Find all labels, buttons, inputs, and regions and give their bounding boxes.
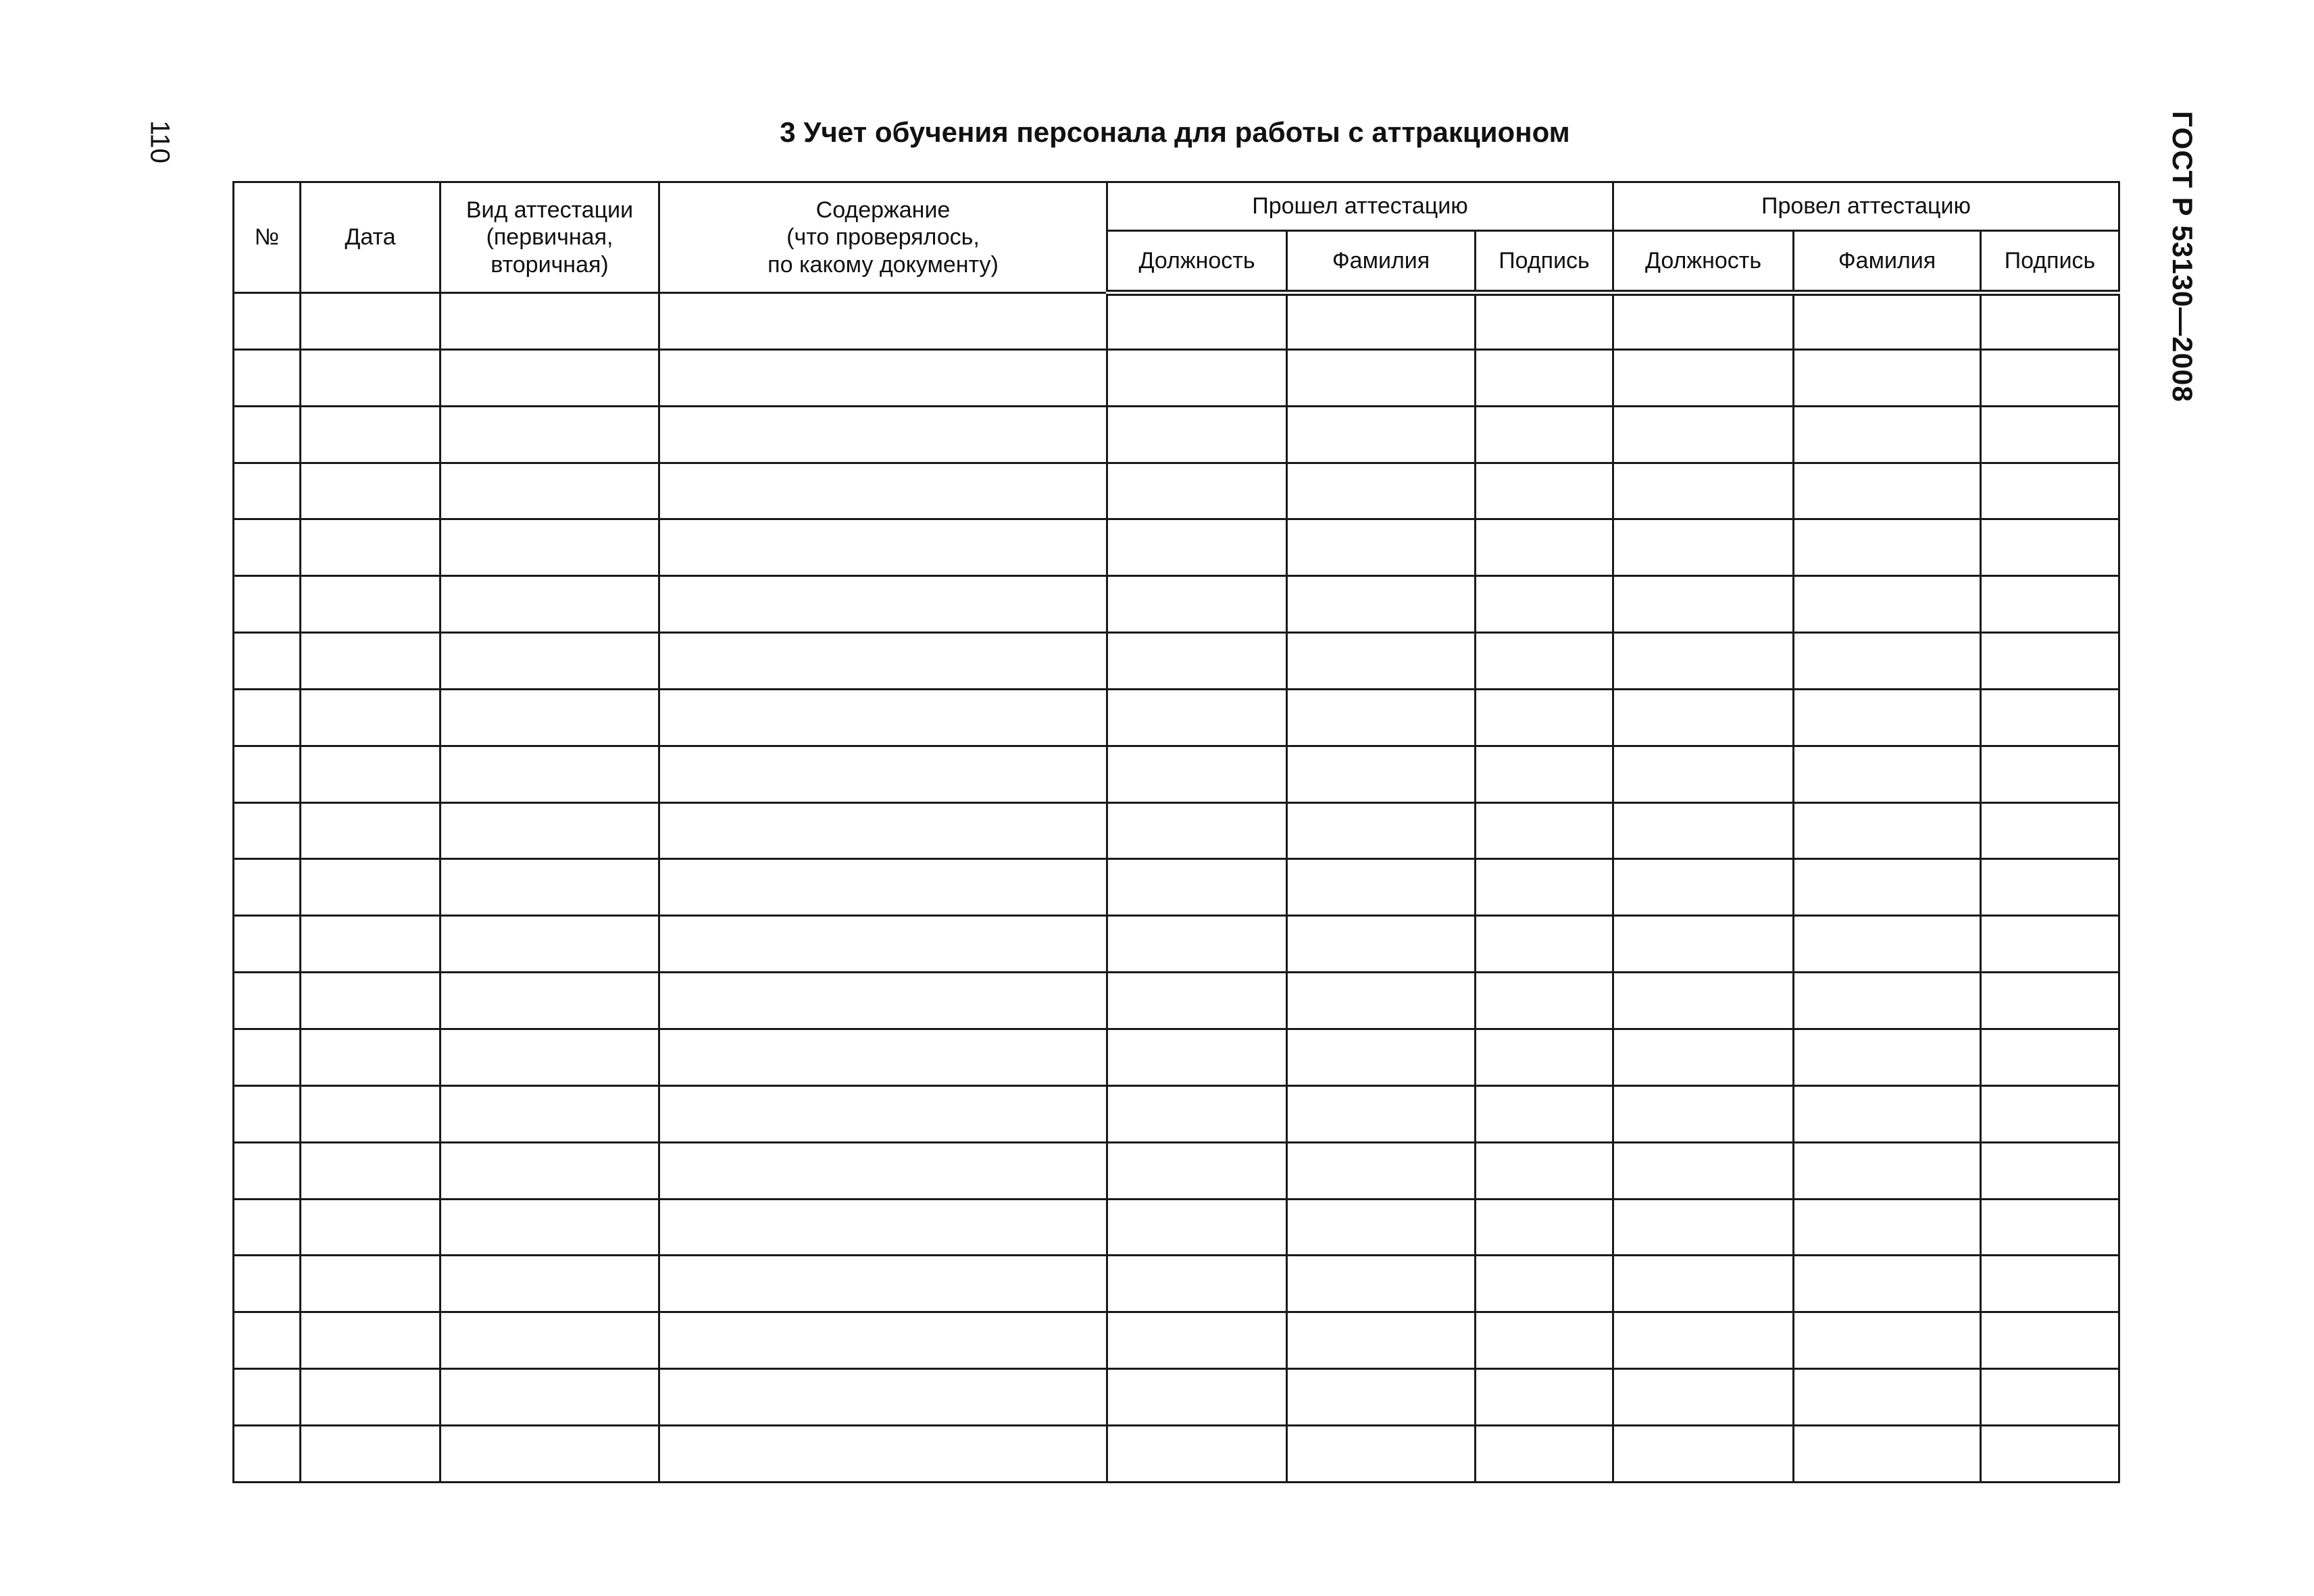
table-row <box>234 1199 2119 1256</box>
table-cell[interactable] <box>1981 519 2119 576</box>
table-cell[interactable] <box>1613 1256 1794 1312</box>
table-row <box>234 406 2119 463</box>
table-cell[interactable] <box>1794 1142 1981 1199</box>
table-row <box>234 1085 2119 1142</box>
table-cell[interactable] <box>234 973 301 1029</box>
table-cell[interactable] <box>441 916 659 973</box>
table-cell[interactable] <box>1107 576 1287 633</box>
table-cell[interactable] <box>1287 1029 1476 1085</box>
table-cell[interactable] <box>234 1425 301 1482</box>
table-cell[interactable] <box>1981 1199 2119 1256</box>
table-cell[interactable] <box>1981 576 2119 633</box>
table-cell[interactable] <box>659 349 1107 406</box>
table-cell[interactable] <box>301 973 441 1029</box>
attestation-type-line-2: (первичная, <box>486 224 613 251</box>
table-cell[interactable] <box>301 633 441 690</box>
table-cell[interactable] <box>1794 633 1981 690</box>
table-row <box>234 349 2119 406</box>
table-cell[interactable] <box>1981 349 2119 406</box>
table-cell[interactable] <box>1613 1312 1794 1369</box>
table-cell[interactable] <box>301 1199 441 1256</box>
table-cell[interactable] <box>659 293 1107 350</box>
table-cell[interactable] <box>234 1029 301 1085</box>
table-row <box>234 1369 2119 1426</box>
column-header-passed-position: Должность <box>1107 231 1287 293</box>
table-cell[interactable] <box>1794 1369 1981 1426</box>
table-cell[interactable] <box>1287 1085 1476 1142</box>
table-cell[interactable] <box>1476 519 1613 576</box>
table-cell[interactable] <box>1287 463 1476 519</box>
table-cell[interactable] <box>1476 576 1613 633</box>
table-cell[interactable] <box>1287 293 1476 350</box>
content-line-1: Содержание <box>815 197 951 224</box>
table-cell[interactable] <box>659 1425 1107 1482</box>
table-row <box>234 1142 2119 1199</box>
table-cell[interactable] <box>1107 859 1287 916</box>
content-line-2: (что проверялось, <box>786 224 980 251</box>
page-number: 110 <box>145 120 175 163</box>
table-row <box>234 1312 2119 1369</box>
table-cell[interactable] <box>301 859 441 916</box>
table-cell[interactable] <box>301 349 441 406</box>
table-cell[interactable] <box>441 973 659 1029</box>
table-cell[interactable] <box>441 802 659 859</box>
column-header-conducted-signature: Подпись <box>1981 231 2119 293</box>
table-cell[interactable] <box>1613 1199 1794 1256</box>
table-cell[interactable] <box>234 859 301 916</box>
table-cell[interactable] <box>659 973 1107 1029</box>
table-cell[interactable] <box>1476 973 1613 1029</box>
column-header-date: Дата <box>301 182 441 293</box>
table-cell[interactable] <box>1794 293 1981 350</box>
table-cell[interactable] <box>1287 916 1476 973</box>
table-cell[interactable] <box>1613 633 1794 690</box>
table-cell[interactable] <box>441 1142 659 1199</box>
table-cell[interactable] <box>1613 1142 1794 1199</box>
table-cell[interactable] <box>1476 859 1613 916</box>
table-cell[interactable] <box>1476 916 1613 973</box>
table-cell[interactable] <box>234 463 301 519</box>
table-cell[interactable] <box>1287 519 1476 576</box>
table-cell[interactable] <box>234 1142 301 1199</box>
table-cell[interactable] <box>1107 1425 1287 1482</box>
table-cell[interactable] <box>1794 802 1981 859</box>
attestation-type-line-1: Вид аттестации <box>466 197 634 224</box>
table-cell[interactable] <box>1476 463 1613 519</box>
table-cell[interactable] <box>1287 349 1476 406</box>
table-cell[interactable] <box>1613 1085 1794 1142</box>
table-cell[interactable] <box>441 1085 659 1142</box>
table-cell[interactable] <box>234 1256 301 1312</box>
table-cell[interactable] <box>659 463 1107 519</box>
table-cell[interactable] <box>1107 689 1287 746</box>
table-cell[interactable] <box>1794 689 1981 746</box>
table-cell[interactable] <box>1981 463 2119 519</box>
table-cell[interactable] <box>659 1312 1107 1369</box>
column-header-number: № <box>234 182 301 293</box>
table-cell[interactable] <box>234 349 301 406</box>
group-header-conducted: Провел аттестацию <box>1613 182 2119 231</box>
table-cell[interactable] <box>1287 746 1476 802</box>
table-row <box>234 1029 2119 1085</box>
training-record-table <box>232 181 2120 1483</box>
table-cell[interactable] <box>1287 973 1476 1029</box>
table-cell[interactable] <box>1794 1425 1981 1482</box>
table-cell[interactable] <box>659 916 1107 973</box>
table-cell[interactable] <box>234 1199 301 1256</box>
table-cell[interactable] <box>659 1142 1107 1199</box>
table-cell[interactable] <box>659 689 1107 746</box>
table-cell[interactable] <box>1794 576 1981 633</box>
table-cell[interactable] <box>234 406 301 463</box>
table-cell[interactable] <box>1287 1369 1476 1426</box>
table-row <box>234 802 2119 859</box>
table-cell[interactable] <box>1981 1425 2119 1482</box>
table-cell[interactable] <box>301 802 441 859</box>
table-cell[interactable] <box>301 576 441 633</box>
table-cell[interactable] <box>1476 349 1613 406</box>
table-cell[interactable] <box>441 633 659 690</box>
table-cell[interactable] <box>234 916 301 973</box>
table-cell[interactable] <box>1613 406 1794 463</box>
table-cell[interactable] <box>1107 802 1287 859</box>
table-cell[interactable] <box>1981 859 2119 916</box>
table-cell[interactable] <box>1476 406 1613 463</box>
table-row <box>234 1256 2119 1312</box>
table-cell[interactable] <box>1794 406 1981 463</box>
table-cell[interactable] <box>1476 689 1613 746</box>
table-cell[interactable] <box>659 1199 1107 1256</box>
table-cell[interactable] <box>659 519 1107 576</box>
table-cell[interactable] <box>1613 519 1794 576</box>
table-cell[interactable] <box>301 293 441 350</box>
table-cell[interactable] <box>234 293 301 350</box>
table-row <box>234 746 2119 802</box>
table-cell[interactable] <box>441 1029 659 1085</box>
table-row <box>234 1425 2119 1482</box>
table-row <box>234 689 2119 746</box>
table-cell[interactable] <box>1981 1085 2119 1142</box>
table-cell[interactable] <box>1981 1312 2119 1369</box>
table-cell[interactable] <box>1476 1085 1613 1142</box>
table-cell[interactable] <box>234 1369 301 1426</box>
table-cell[interactable] <box>1981 802 2119 859</box>
table-cell[interactable] <box>659 1085 1107 1142</box>
table-cell[interactable] <box>1794 859 1981 916</box>
table-cell[interactable] <box>1476 802 1613 859</box>
table-cell[interactable] <box>1613 802 1794 859</box>
table-cell[interactable] <box>1287 633 1476 690</box>
table-cell[interactable] <box>234 576 301 633</box>
table-cell[interactable] <box>1613 859 1794 916</box>
table-cell[interactable] <box>301 1029 441 1085</box>
table-row <box>234 576 2119 633</box>
table-cell[interactable] <box>1613 576 1794 633</box>
table-cell[interactable] <box>1794 973 1981 1029</box>
table-cell[interactable] <box>1794 349 1981 406</box>
table-row <box>234 293 2119 350</box>
column-header-content <box>659 182 1107 293</box>
table-cell[interactable] <box>1794 1085 1981 1142</box>
table-cell[interactable] <box>301 1369 441 1426</box>
table-cell[interactable] <box>301 689 441 746</box>
table-cell[interactable] <box>301 916 441 973</box>
table-cell[interactable] <box>1476 293 1613 350</box>
table-cell[interactable] <box>1287 689 1476 746</box>
table-cell[interactable] <box>1981 1369 2119 1426</box>
standard-code: ГОСТ Р 53130—2008 <box>2167 111 2198 403</box>
table-cell[interactable] <box>1107 1029 1287 1085</box>
table-row <box>234 463 2119 519</box>
table-cell[interactable] <box>1794 463 1981 519</box>
table-row <box>234 973 2119 1029</box>
table-cell[interactable] <box>1613 1029 1794 1085</box>
table-cell[interactable] <box>1794 519 1981 576</box>
table-cell[interactable] <box>441 746 659 802</box>
table-cell[interactable] <box>1981 633 2119 690</box>
table-cell[interactable] <box>1476 1199 1613 1256</box>
table-cell[interactable] <box>1107 406 1287 463</box>
table-cell[interactable] <box>1794 746 1981 802</box>
table-cell[interactable] <box>1794 1029 1981 1085</box>
table-cell[interactable] <box>1107 293 1287 350</box>
table-row <box>234 519 2119 576</box>
table-cell[interactable] <box>1613 689 1794 746</box>
table-cell[interactable] <box>1613 349 1794 406</box>
table-cell[interactable] <box>1107 463 1287 519</box>
table-cell[interactable] <box>1613 293 1794 350</box>
column-header-passed-signature: Подпись <box>1476 231 1613 293</box>
table-cell[interactable] <box>1107 746 1287 802</box>
table-cell[interactable] <box>1794 916 1981 973</box>
table-cell[interactable] <box>441 1369 659 1426</box>
table-cell[interactable] <box>441 1425 659 1482</box>
table-cell[interactable] <box>1287 859 1476 916</box>
table-cell[interactable] <box>301 1142 441 1199</box>
table-cell[interactable] <box>234 633 301 690</box>
table-cell[interactable] <box>1107 1256 1287 1312</box>
table-cell[interactable] <box>1981 973 2119 1029</box>
table-cell[interactable] <box>659 859 1107 916</box>
table-cell[interactable] <box>659 802 1107 859</box>
table-cell[interactable] <box>659 406 1107 463</box>
table-cell[interactable] <box>301 1256 441 1312</box>
table-cell[interactable] <box>1794 1256 1981 1312</box>
table-cell[interactable] <box>1107 1312 1287 1369</box>
table-cell[interactable] <box>1476 746 1613 802</box>
table-cell[interactable] <box>441 859 659 916</box>
table-row <box>234 859 2119 916</box>
table-cell[interactable] <box>234 1085 301 1142</box>
table-cell[interactable] <box>1476 1425 1613 1482</box>
column-header-conducted-position: Должность <box>1613 231 1794 293</box>
table-cell[interactable] <box>1981 1142 2119 1199</box>
table-cell[interactable] <box>1107 349 1287 406</box>
table-cell[interactable] <box>1476 1029 1613 1085</box>
table-cell[interactable] <box>659 633 1107 690</box>
document-title: 3 Учет обучения персонала для работы с аттракционом <box>780 116 1570 148</box>
table-cell[interactable] <box>234 802 301 859</box>
table-cell[interactable] <box>659 576 1107 633</box>
table-cell[interactable] <box>441 1199 659 1256</box>
table-cell[interactable] <box>301 463 441 519</box>
table-cell[interactable] <box>1613 463 1794 519</box>
table-cell[interactable] <box>1287 406 1476 463</box>
column-header-passed-surname: Фамилия <box>1287 231 1476 293</box>
table-cell[interactable] <box>1476 1256 1613 1312</box>
table-cell[interactable] <box>1981 746 2119 802</box>
table-cell[interactable] <box>1981 293 2119 350</box>
table-cell[interactable] <box>1794 1199 1981 1256</box>
table-cell[interactable] <box>234 689 301 746</box>
table-cell[interactable] <box>234 519 301 576</box>
table-cell[interactable] <box>1981 916 2119 973</box>
table-cell[interactable] <box>1287 1425 1476 1482</box>
table-cell[interactable] <box>234 1312 301 1369</box>
table-cell[interactable] <box>1107 916 1287 973</box>
table-cell[interactable] <box>1107 1085 1287 1142</box>
table-cell[interactable] <box>1613 1425 1794 1482</box>
content-line-3: по какому документу) <box>768 251 999 278</box>
table-cell[interactable] <box>441 576 659 633</box>
table-cell[interactable] <box>301 1085 441 1142</box>
table-cell[interactable] <box>1287 1142 1476 1199</box>
table-cell[interactable] <box>659 1256 1107 1312</box>
table-cell[interactable] <box>659 746 1107 802</box>
table-cell[interactable] <box>1981 689 2119 746</box>
table-cell[interactable] <box>659 1369 1107 1426</box>
table-cell[interactable] <box>1107 1142 1287 1199</box>
table-cell[interactable] <box>1287 576 1476 633</box>
table-cell[interactable] <box>1613 973 1794 1029</box>
table-cell[interactable] <box>441 406 659 463</box>
table-cell[interactable] <box>441 1312 659 1369</box>
table-cell[interactable] <box>1613 1369 1794 1426</box>
table-cell[interactable] <box>1107 1199 1287 1256</box>
table-cell[interactable] <box>1613 916 1794 973</box>
table-cell[interactable] <box>1107 519 1287 576</box>
table-body <box>234 293 2119 1483</box>
table-cell[interactable] <box>301 1312 441 1369</box>
table-cell[interactable] <box>1476 1312 1613 1369</box>
table-cell[interactable] <box>1981 1029 2119 1085</box>
table-cell[interactable] <box>234 746 301 802</box>
column-header-attestation-type <box>441 182 659 293</box>
attestation-type-line-3: вторичная) <box>491 251 609 278</box>
group-header-passed: Прошел аттестацию <box>1107 182 1613 231</box>
table-cell[interactable] <box>441 463 659 519</box>
table-cell[interactable] <box>1287 1312 1476 1369</box>
table-cell[interactable] <box>1107 1369 1287 1426</box>
table-cell[interactable] <box>441 1256 659 1312</box>
table-cell[interactable] <box>1981 406 2119 463</box>
table-cell[interactable] <box>1107 633 1287 690</box>
column-header-conducted-surname: Фамилия <box>1794 231 1981 293</box>
table-cell[interactable] <box>301 1425 441 1482</box>
table-cell[interactable] <box>301 406 441 463</box>
table-cell[interactable] <box>1287 1199 1476 1256</box>
table-row <box>234 916 2119 973</box>
table-cell[interactable] <box>1613 746 1794 802</box>
table-cell[interactable] <box>441 293 659 350</box>
table-cell[interactable] <box>1794 1312 1981 1369</box>
table-cell[interactable] <box>1287 1256 1476 1312</box>
table-cell[interactable] <box>1287 802 1476 859</box>
table-cell[interactable] <box>301 746 441 802</box>
table-cell[interactable] <box>659 1029 1107 1085</box>
table-cell[interactable] <box>1476 1142 1613 1199</box>
table-cell[interactable] <box>441 349 659 406</box>
table-row <box>234 633 2119 690</box>
table-cell[interactable] <box>441 519 659 576</box>
table-cell[interactable] <box>301 519 441 576</box>
table-cell[interactable] <box>441 689 659 746</box>
table-cell[interactable] <box>1476 633 1613 690</box>
table-cell[interactable] <box>1107 973 1287 1029</box>
table-cell[interactable] <box>1981 1256 2119 1312</box>
table-cell[interactable] <box>1476 1369 1613 1426</box>
